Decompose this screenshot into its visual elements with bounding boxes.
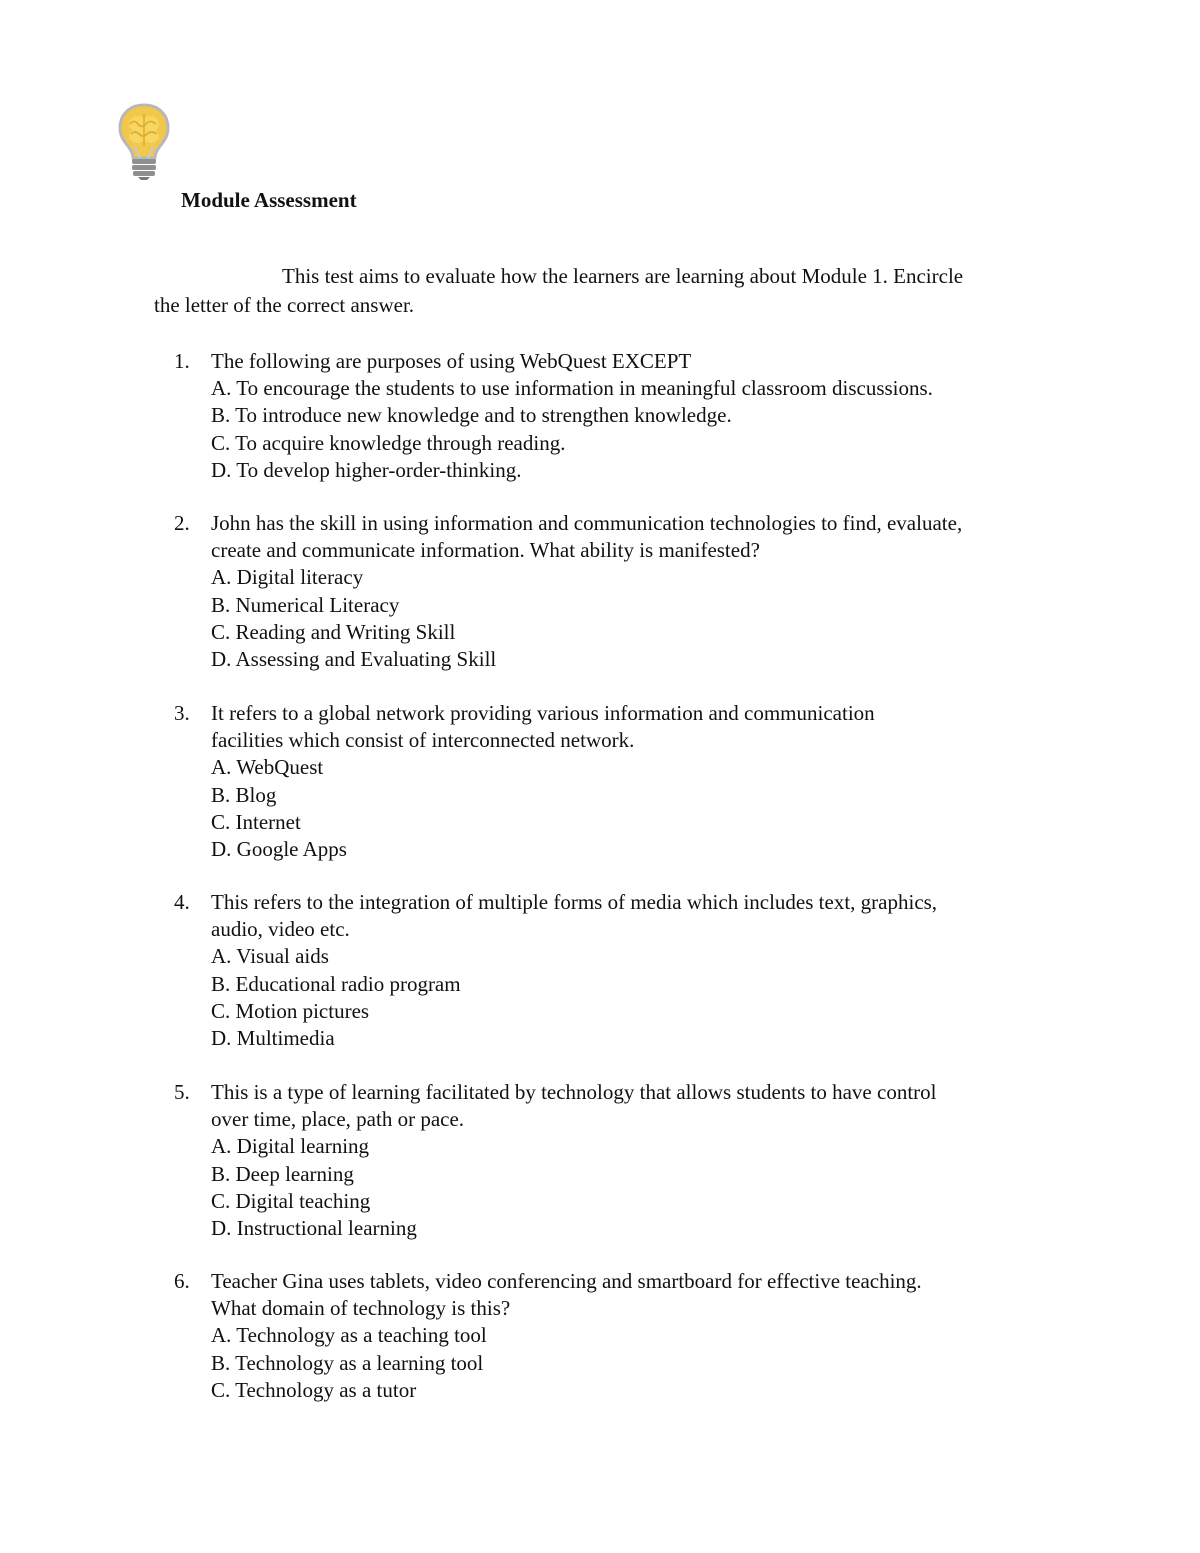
question-stem: It refers to a global network providing various information and communication [211, 701, 875, 725]
question-stem: create and communicate information. What ability is manifested? [211, 538, 760, 563]
answer-option: B. Technology as a learning tool [211, 1350, 484, 1375]
question-item [174, 1268, 1074, 1404]
answer-option: B. Numerical Literacy [211, 592, 400, 617]
answer-option: A. WebQuest [211, 755, 324, 780]
question-stem: facilities which consist of interconnected network. [211, 728, 635, 753]
question-stem: What domain of technology is this? [211, 1296, 511, 1321]
answer-option: A. Digital literacy [211, 565, 364, 590]
question-number: 6. [174, 1269, 190, 1293]
question-body [211, 1079, 1074, 1242]
answer-option: C. Digital teaching [211, 1188, 371, 1213]
question-item [174, 348, 1074, 484]
question-body [211, 348, 1074, 484]
answer-option: D. Google Apps [211, 837, 347, 862]
answer-option: B. Deep learning [211, 1161, 354, 1186]
question-number: 5. [174, 1080, 190, 1104]
question-number: 4. [174, 890, 190, 914]
question-stem: This refers to the integration of multiple forms of media which includes text, graphics, [211, 890, 938, 914]
intro-paragraph [154, 262, 1054, 320]
answer-option: B. To introduce new knowledge and to strengthen knowledge. [211, 403, 732, 428]
answer-option: D. To develop higher-order-thinking. [211, 457, 522, 482]
question-item [174, 1079, 1074, 1242]
question-number: 2. [174, 511, 190, 535]
question-stem: Teacher Gina uses tablets, video conferencing and smartboard for effective teaching. [211, 1269, 922, 1293]
question-stem: audio, video etc. [211, 917, 350, 942]
question-item [174, 889, 1074, 1052]
answer-option: A. To encourage the students to use information in meaningful classroom discussions. [211, 376, 933, 401]
question-body [211, 1268, 1074, 1404]
question-stem: John has the skill in using information and communication technologies to find, evaluate, [211, 511, 963, 535]
answer-option: A. Digital learning [211, 1134, 370, 1159]
page-title: Module Assessment [181, 188, 357, 212]
intro-line: the letter of the correct answer. [154, 293, 415, 317]
question-item [174, 700, 1074, 863]
answer-option: C. Motion pictures [211, 998, 370, 1023]
question-stem: The following are purposes of using WebQuest EXCEPT [211, 349, 692, 373]
question-stem: This is a type of learning facilitated by technology that allows students to have control [211, 1080, 937, 1104]
question-item [174, 510, 1074, 673]
lightbulb-brain-icon [116, 102, 172, 180]
question-number: 1. [174, 349, 190, 373]
question-body [211, 510, 1074, 673]
answer-option: C. Internet [211, 809, 301, 834]
answer-option: D. Multimedia [211, 1026, 335, 1051]
answer-option: D. Instructional learning [211, 1216, 417, 1241]
answer-option: D. Assessing and Evaluating Skill [211, 647, 497, 672]
question-body [211, 700, 1074, 863]
answer-option: A. Visual aids [211, 944, 329, 969]
question-stem: over time, place, path or pace. [211, 1107, 465, 1132]
answer-option: C. Technology as a tutor [211, 1377, 417, 1402]
intro-line: This test aims to evaluate how the learners are learning about Module 1. Encircle [282, 264, 964, 288]
answer-option: C. To acquire knowledge through reading. [211, 430, 566, 455]
answer-option: A. Technology as a teaching tool [211, 1323, 487, 1348]
answer-option: C. Reading and Writing Skill [211, 619, 456, 644]
answer-option: B. Educational radio program [211, 971, 461, 996]
question-body [211, 889, 1074, 1052]
answer-option: B. Blog [211, 782, 277, 807]
question-number: 3. [174, 701, 190, 725]
